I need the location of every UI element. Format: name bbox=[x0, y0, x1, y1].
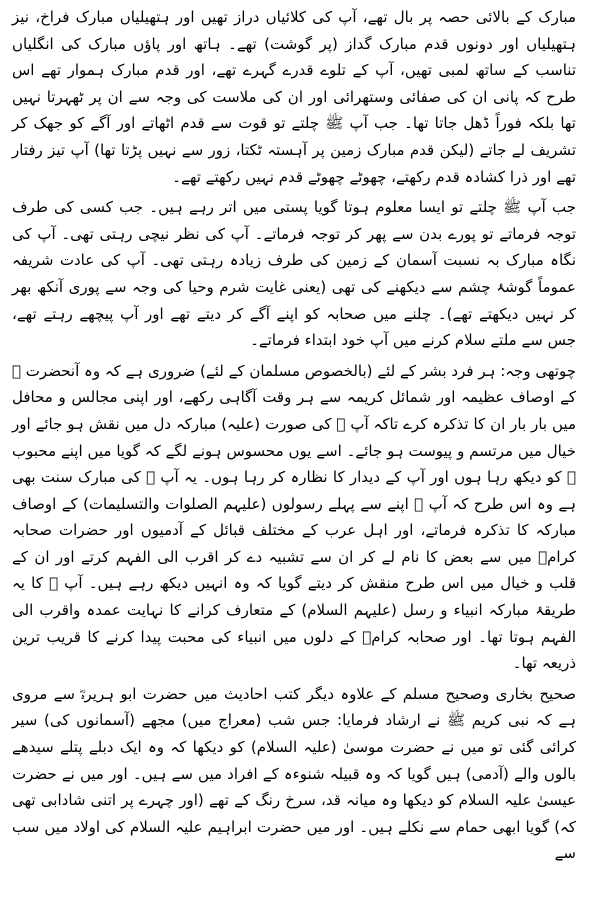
paragraph-1: مبارک کے بالائی حصہ پر بال تھے، آپ کی کلائیاں دراز تھیں اور ہتھیلیاں مبارک فراخ، نیز ہتھیلیاں اور دونوں قدم مبارک گداز (پر گوشت) تھے۔ ہاتھ اور پاؤں مبارک کی انگلیاں تناسب کے ساتھ لمبی تھیں، آپ کے تلوے قدرے گہرے تھے، اور قدم مبارک ہموار تھے اس طرح کہ پانی ان کی صفائی وستھرائی اور ان کی ملاست کی وجہ سے ان پر ٹھہرتا نہیں تھا بلکہ فوراً ڈھل جاتا تھا۔ جب آپ ﷺ چلتے تو قوت سے قدم اٹھاتے اور آگے کو جھک کر تشریف لے جاتے (لیکن قدم مبارک زمین پر آہستہ ٹکتا، زور سے نہیں پڑتا تھا) آپ تیز رفتار تھے اور ذرا کشادہ قدم رکھتے، چھوٹے چھوٹے قدم نہیں رکھتے تھے۔ bbox=[12, 8, 576, 186]
paragraph-3: چوتھی وجہ: ہر فرد بشر کے لئے (بالخصوص مسلمان کے لئے) ضروری ہے کہ وہ آنحضرت ﷺ کے اوصاف عظیمہ اور شمائل کریمہ سے ہر وقت آگاہی رکھے، اور اپنی مجالس و محافل میں بار بار ان کا تذکرہ کرے تاکہ آپ ﷺ کی صورت (علیہ) مبارکہ دل میں نقش ہو جائے اور خیال میں مرتسم و پیوست ہو جائے۔ اسے یوں محسوس ہونے لگے کہ گویا میں اپنے محبوب ﷺ کو دیکھ رہا ہوں اور آپ کے دیدار کا نظارہ کر رہا ہوں۔ یہ آپ ﷺ کی مبارک سنت بھی ہے وہ اس طرح کہ آپ ﷺ اپنے سے پہلے رسولوں (علیہم الصلوات والتسلیمات) کے اوصاف مبارکہ کا تذکرہ فرماتے، اور اہل عرب کے مختلف قبائل کے آدمیوں اور حضرات صحابہ کرامؓ میں سے بعض کا نام لے کر ان سے تشبیہ دے کر اقرب الی الفہم کرتے اور ان کے قلب و خیال میں اس طرح منقش کر دیتے گویا کہ وہ انہیں دیکھ رہے ہیں۔ آپ ﷺ کا یہ طریقۂ مبارکہ انبیاء و رسل (علیہم السلام) کے متعارف کرانے کا نہایت عمدہ واقرب الی الفہم ہوتا تھا۔ اور صحابہ کرامؓ کے دلوں میں انبیاء کی محبت پیدا کرنے کا قریب ترین ذریعہ تھا۔ bbox=[12, 361, 576, 673]
paragraph-4: صحیح بخاری وصحیح مسلم کے علاوہ دیگر کتب احادیث میں حضرت ابو ہریرہؓ سے مروی ہے کہ نبی کریم ﷺ نے ارشاد فرمایا: جس شب (معراج میں) مجھے (آسمانوں کی) سیر کرائی گئی تو میں نے حضرت موسیٰ (علیہ السلام) کو دیکھا کہ وہ ایک دبلے پتلے سیدھے بالوں والے (آدمی) ہیں گویا کہ وہ قبیلہ شنوءہ کے افراد میں سے ہیں۔ اور میں نے حضرت عیسیٰ علیہ السلام کو دیکھا وہ میانہ قد، سرخ رنگ کے تھے (اور چہرے پر اتنی شادابی تھی کہ) گویا ابھی حمام سے نکلے ہیں۔ اور میں حضرت ابراہیم علیہ السلام کی اولاد میں سب سے bbox=[12, 684, 576, 863]
paragraph-2: جب آپ ﷺ چلتے تو ایسا معلوم ہوتا گویا پستی میں اتر رہے ہیں۔ جب کسی کی طرف توجہ فرماتے تو پورے بدن سے پھر کر توجہ فرماتے۔ آپ کی نظر نیچی رہتی تھی۔ آپ کی نگاہ مبارک بہ نسبت آسمان کے زمین کی طرف زیادہ رہتی تھی۔ آپ کی عادت شریفہ عموماً گوشۂ چشم سے دیکھنے کی تھی (یعنی غایت شرم وحیا کی وجہ سے پوری آنکھ بھر کر نہیں دیکھتے تھے)۔ چلنے میں صحابہ کو اپنے آگے کر دیتے تھے اور آپ پیچھے رہتے تھے، جس سے ملتے سلام کرنے میں آپ خود ابتداء فرماتے۔ bbox=[12, 198, 576, 350]
